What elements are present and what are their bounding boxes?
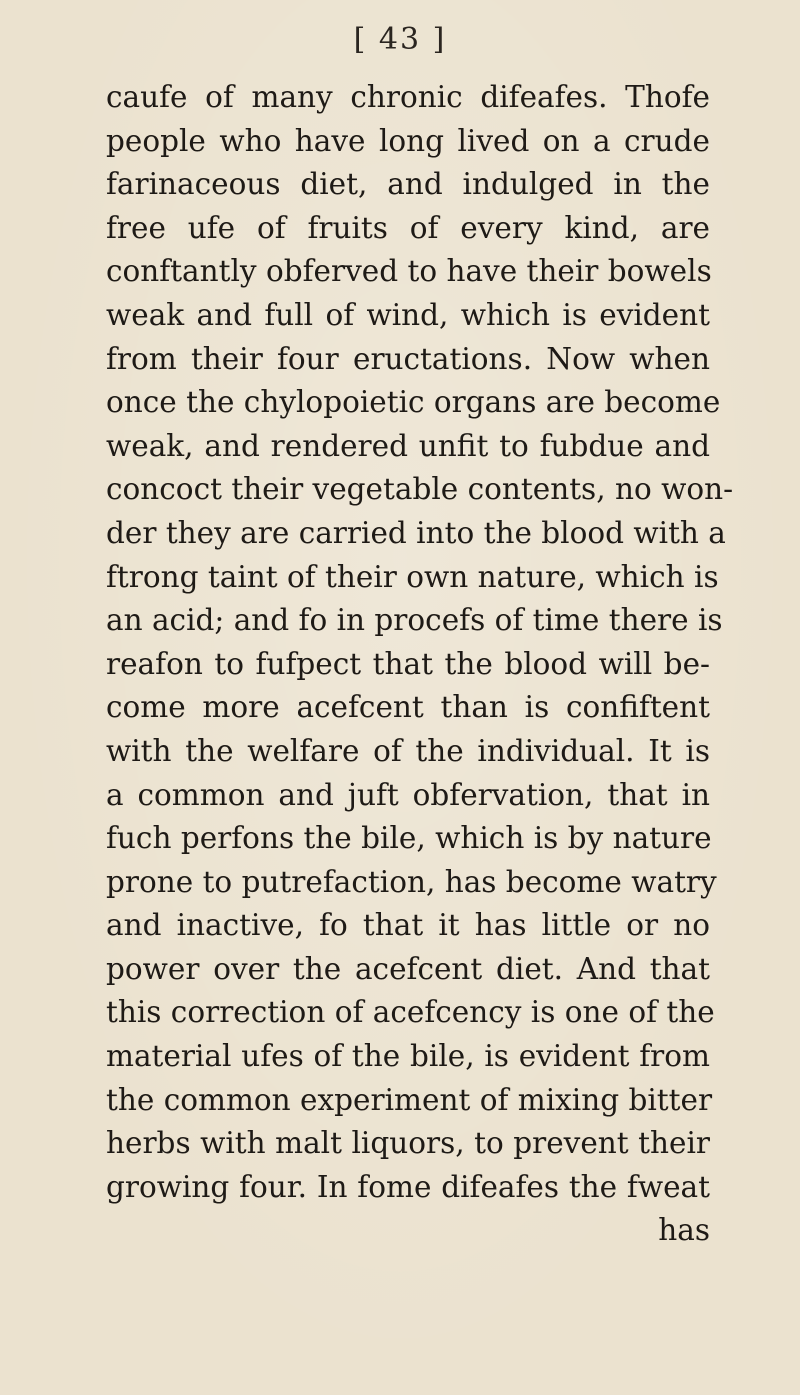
text-line: herbs with malt liquors, to prevent their <box>106 1126 710 1161</box>
text-line: weak and full of wind, which is evident <box>106 297 710 332</box>
text-line: material ufes of the bile, is evident from <box>106 1039 710 1074</box>
text-line: caufe of many chronic difeafes. Thofe <box>106 80 710 114</box>
text-line: weak, and rendered unfit to fubdue and <box>106 428 710 463</box>
text-line: prone to putrefaction, has become watry <box>106 864 717 899</box>
text-line: the common experiment of mixing bitter <box>106 1082 713 1117</box>
text-line: ftrong taint of their own nature, which is <box>106 559 719 594</box>
text-line: concoct their vegetable contents, no won- <box>106 472 734 507</box>
text-line: power over the acefcent diet. And that <box>106 951 710 986</box>
text-line: people who have long lived on a crude <box>106 123 710 158</box>
page-body <box>106 76 734 1253</box>
text-line: this correction of acefcency is one of the <box>106 995 715 1030</box>
text-line: come more acefcent than is confiftent <box>106 690 710 725</box>
text-line: fuch perfons the bile, which is by nature <box>106 821 712 856</box>
text-line: once the chylopoietic organs are become <box>106 385 721 420</box>
text-line: reafon to fufpect that the blood will be- <box>106 646 710 681</box>
text-line: conftantly obferved to have their bowels <box>106 254 712 289</box>
text-line: a common and juft obfervation, that in <box>106 777 710 812</box>
text-line: with the welfare of the individual. It is <box>106 733 710 768</box>
text-line: an acid; and fo in procefs of time there is <box>106 603 723 638</box>
page-number: [ 43 ] <box>353 22 447 57</box>
text-line: free ufe of fruits of every kind, are <box>106 210 710 245</box>
text-line: and inactive, fo that it has little or no <box>106 908 710 943</box>
text-line: from their four eructations. Now when <box>106 341 710 376</box>
text-line: growing four. In fome difeafes the fweat <box>106 1169 710 1204</box>
catchword: has <box>658 1213 710 1248</box>
text-line: der they are carried into the blood with a <box>106 515 726 550</box>
text-line: farinaceous diet, and indulged in the <box>106 167 710 202</box>
